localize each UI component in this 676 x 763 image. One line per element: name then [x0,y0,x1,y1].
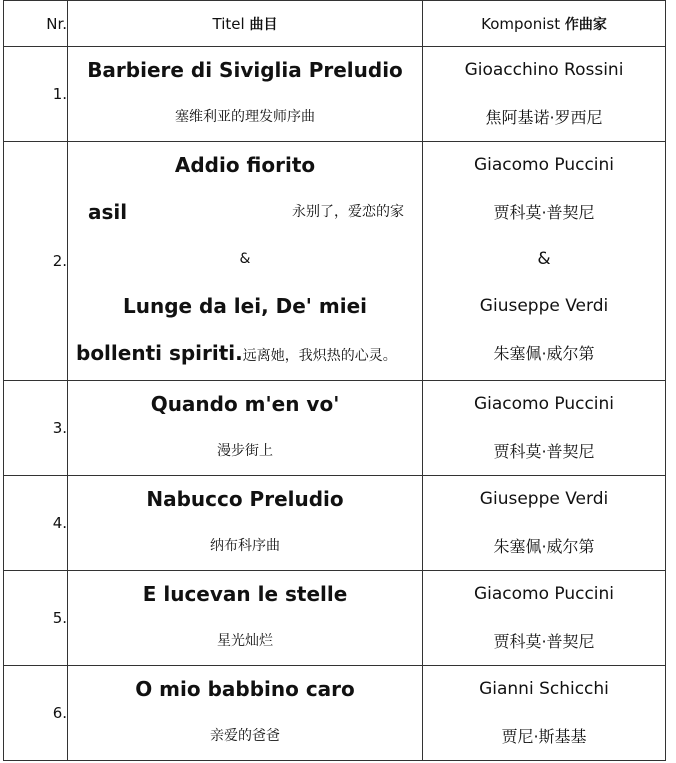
title-italian: O mio babbino caro [135,677,355,701]
title-chinese: 纳布科序曲 [210,538,280,554]
composer-cell [423,381,666,476]
row-number: 2. [4,142,68,381]
composer-latin: Giuseppe Verdi [479,296,609,316]
header-title-de: Titel [212,14,245,33]
ampersand: & [239,251,251,267]
title-italian: Addio fiorito [174,153,316,177]
composer-chinese: 朱塞佩·威尔第 [493,344,595,363]
title-cell [68,666,423,761]
row-number: 4. [4,476,68,571]
row-number: 5. [4,571,68,666]
composer-cell [423,47,666,142]
title-italian: asil [88,200,128,224]
composer-cell [423,666,666,761]
table-row [4,476,666,571]
header-title [68,1,423,47]
title-chinese: 星光灿烂 [217,633,273,649]
table-row [4,142,666,381]
title-line [68,330,422,377]
composer-latin: Giuseppe Verdi [479,489,609,509]
composer-latin: Gioacchino Rossini [464,60,624,80]
table-row [4,381,666,476]
title-chinese: 永别了，爱恋的家 [292,204,404,220]
composer-chinese: 贾科莫·普契尼 [493,203,595,222]
row-number: 3. [4,381,68,476]
title-italian: Barbiere di Siviglia Preludio [87,58,403,82]
composer-cell [423,476,666,571]
composer-chinese: 贾科莫·普契尼 [493,442,595,461]
title-cell [68,476,423,571]
program-table [3,0,666,761]
title-chinese: 远离她，我炽热的心灵。 [242,348,397,364]
table-row [4,47,666,142]
title-italian: bollenti spiriti. [76,341,243,365]
composer-latin: Giacomo Puccini [473,394,615,414]
table-row [4,571,666,666]
composer-latin: Gianni Schicchi [479,679,609,699]
row-number: 6. [4,666,68,761]
title-chinese: 塞维利亚的理发师序曲 [175,109,315,125]
composer-cell [423,142,666,381]
row-number: 1. [4,47,68,142]
header-composer-de: Komponist [481,14,561,33]
header-nr: Nr. [4,1,68,47]
title-cell [68,571,423,666]
title-line [68,189,422,236]
title-chinese: 亲爱的爸爸 [210,728,280,744]
header-title-cn: 曲目 [249,16,278,33]
header-composer-cn: 作曲家 [564,16,607,33]
title-italian: E lucevan le stelle [142,582,348,606]
composer-latin: Giacomo Puccini [473,584,615,604]
title-italian: Nabucco Preludio [146,487,344,511]
header-composer [423,1,666,47]
title-italian: Lunge da lei, De' miei [122,294,368,318]
composer-chinese: 贾科莫·普契尼 [493,632,595,651]
ampersand: & [537,249,551,269]
composer-chinese: 朱塞佩·威尔第 [493,537,595,556]
composer-latin: Giacomo Puccini [473,155,615,175]
title-chinese: 漫步街上 [217,443,273,459]
title-cell [68,142,423,381]
title-cell [68,381,423,476]
header-row [4,1,666,47]
title-italian: Quando m'en vo' [150,392,340,416]
title-cell [68,47,423,142]
composer-cell [423,571,666,666]
composer-chinese: 贾尼·斯基基 [501,727,587,746]
composer-chinese: 焦阿基诺·罗西尼 [485,108,603,127]
table-row [4,666,666,761]
